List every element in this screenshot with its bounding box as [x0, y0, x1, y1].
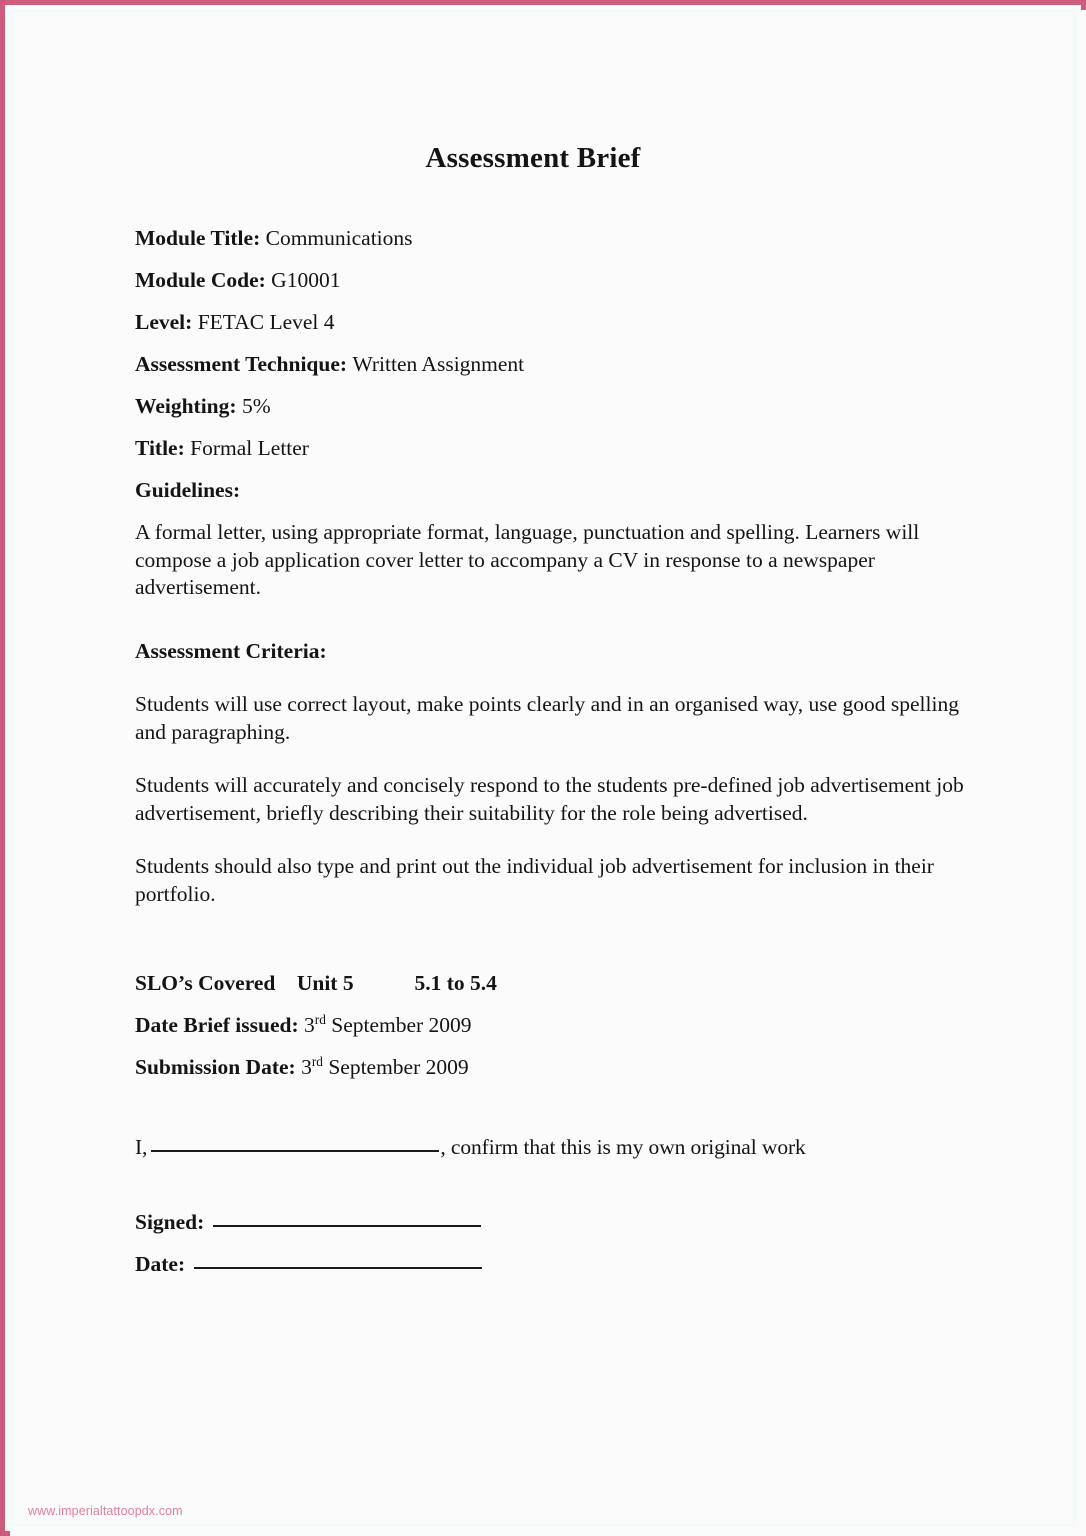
field-label: Assessment Technique: [135, 352, 340, 377]
page-title: Assessment Brief: [425, 142, 641, 174]
field-separator: :: [288, 1055, 302, 1080]
field-guidelines: [135, 477, 965, 505]
date-rest: September 2009: [322, 1055, 469, 1080]
field-level: [135, 309, 965, 337]
document-body: [135, 10, 965, 1292]
field-value: G10001: [271, 268, 341, 293]
slo-covered-line: SLO’s Covered Unit 5 5.1 to 5.4: [135, 971, 497, 996]
assessment-criteria-paragraph-2: Students will accurately and concisely respond to the students pre-defined job advertisement job advertisement, briefly describing their suitability for the role being advertised.: [135, 773, 964, 825]
document-sheet: [10, 10, 1086, 1536]
date-blank-field[interactable]: [194, 1267, 482, 1269]
field-separator: :: [177, 1251, 186, 1276]
module-field-list: [135, 225, 965, 505]
date-brief-issued-line: [135, 1012, 965, 1040]
field-module-title: [135, 225, 965, 253]
signature-block: [135, 1209, 965, 1278]
field-label: Submission Date: [135, 1055, 289, 1080]
field-label: Signed: [135, 1210, 198, 1235]
field-separator: :: [232, 478, 241, 503]
assessment-criteria-heading: Assessment Criteria:: [135, 638, 327, 663]
field-weighting: [135, 393, 965, 421]
field-label: Date Brief issued: [135, 1013, 292, 1038]
field-value: Formal Letter: [190, 436, 309, 461]
field-label: Level: [135, 310, 186, 335]
field-title: [135, 435, 965, 463]
field-separator: :: [253, 226, 266, 251]
field-label: Module Code: [135, 268, 259, 293]
field-separator: :: [291, 1013, 304, 1038]
date-day: 3: [301, 1055, 312, 1080]
declaration-line: [135, 1134, 965, 1162]
field-label: Weighting: [135, 394, 230, 419]
assessment-criteria-paragraph-1: Students will use correct layout, make points clearly and in an organised way, use good spelling and paragraphing.: [135, 692, 959, 744]
date-rest: September 2009: [325, 1013, 472, 1038]
declaration-suffix: , confirm that this is my own original work: [440, 1134, 806, 1159]
field-assessment-technique: [135, 351, 965, 379]
field-separator: :: [258, 268, 272, 293]
field-separator: :: [229, 394, 242, 419]
submission-date-line: [135, 1054, 965, 1082]
guidelines-paragraph: A formal letter, using appropriate format, language, punctuation and spelling. Learners will compose a job application cover letter to accompany a CV in response to a newspaper advertisement.: [135, 520, 920, 600]
slo-and-dates-block: [135, 970, 965, 1082]
signed-line: [135, 1209, 965, 1237]
field-separator: :: [177, 436, 191, 461]
assessment-criteria-paragraph-3: Students should also type and print out the individual job advertisement for inclusion in their portfolio.: [135, 854, 934, 906]
field-value: 5%: [241, 394, 271, 419]
field-separator: :: [185, 310, 198, 335]
field-label: Guidelines: [135, 478, 233, 503]
field-value: Communications: [265, 226, 413, 251]
field-label: Title: [135, 436, 178, 461]
field-value: Written Assignment: [352, 352, 525, 377]
field-value: FETAC Level 4: [197, 310, 335, 335]
date-ordinal-suffix: rd: [311, 1054, 323, 1070]
name-blank-field[interactable]: [151, 1150, 439, 1152]
watermark-url: www.imperialtattoopdx.com: [28, 1504, 183, 1518]
date-ordinal-suffix: rd: [314, 1012, 326, 1028]
field-label: Date: [135, 1251, 178, 1276]
field-module-code: [135, 267, 965, 295]
field-label: Module Title: [135, 226, 254, 251]
field-separator: :: [339, 352, 353, 377]
declaration-prefix: I,: [135, 1134, 148, 1159]
date-day: 3: [304, 1013, 315, 1038]
field-separator: :: [197, 1210, 205, 1235]
date-signature-line: [135, 1251, 965, 1279]
signed-blank-field[interactable]: [213, 1225, 481, 1227]
